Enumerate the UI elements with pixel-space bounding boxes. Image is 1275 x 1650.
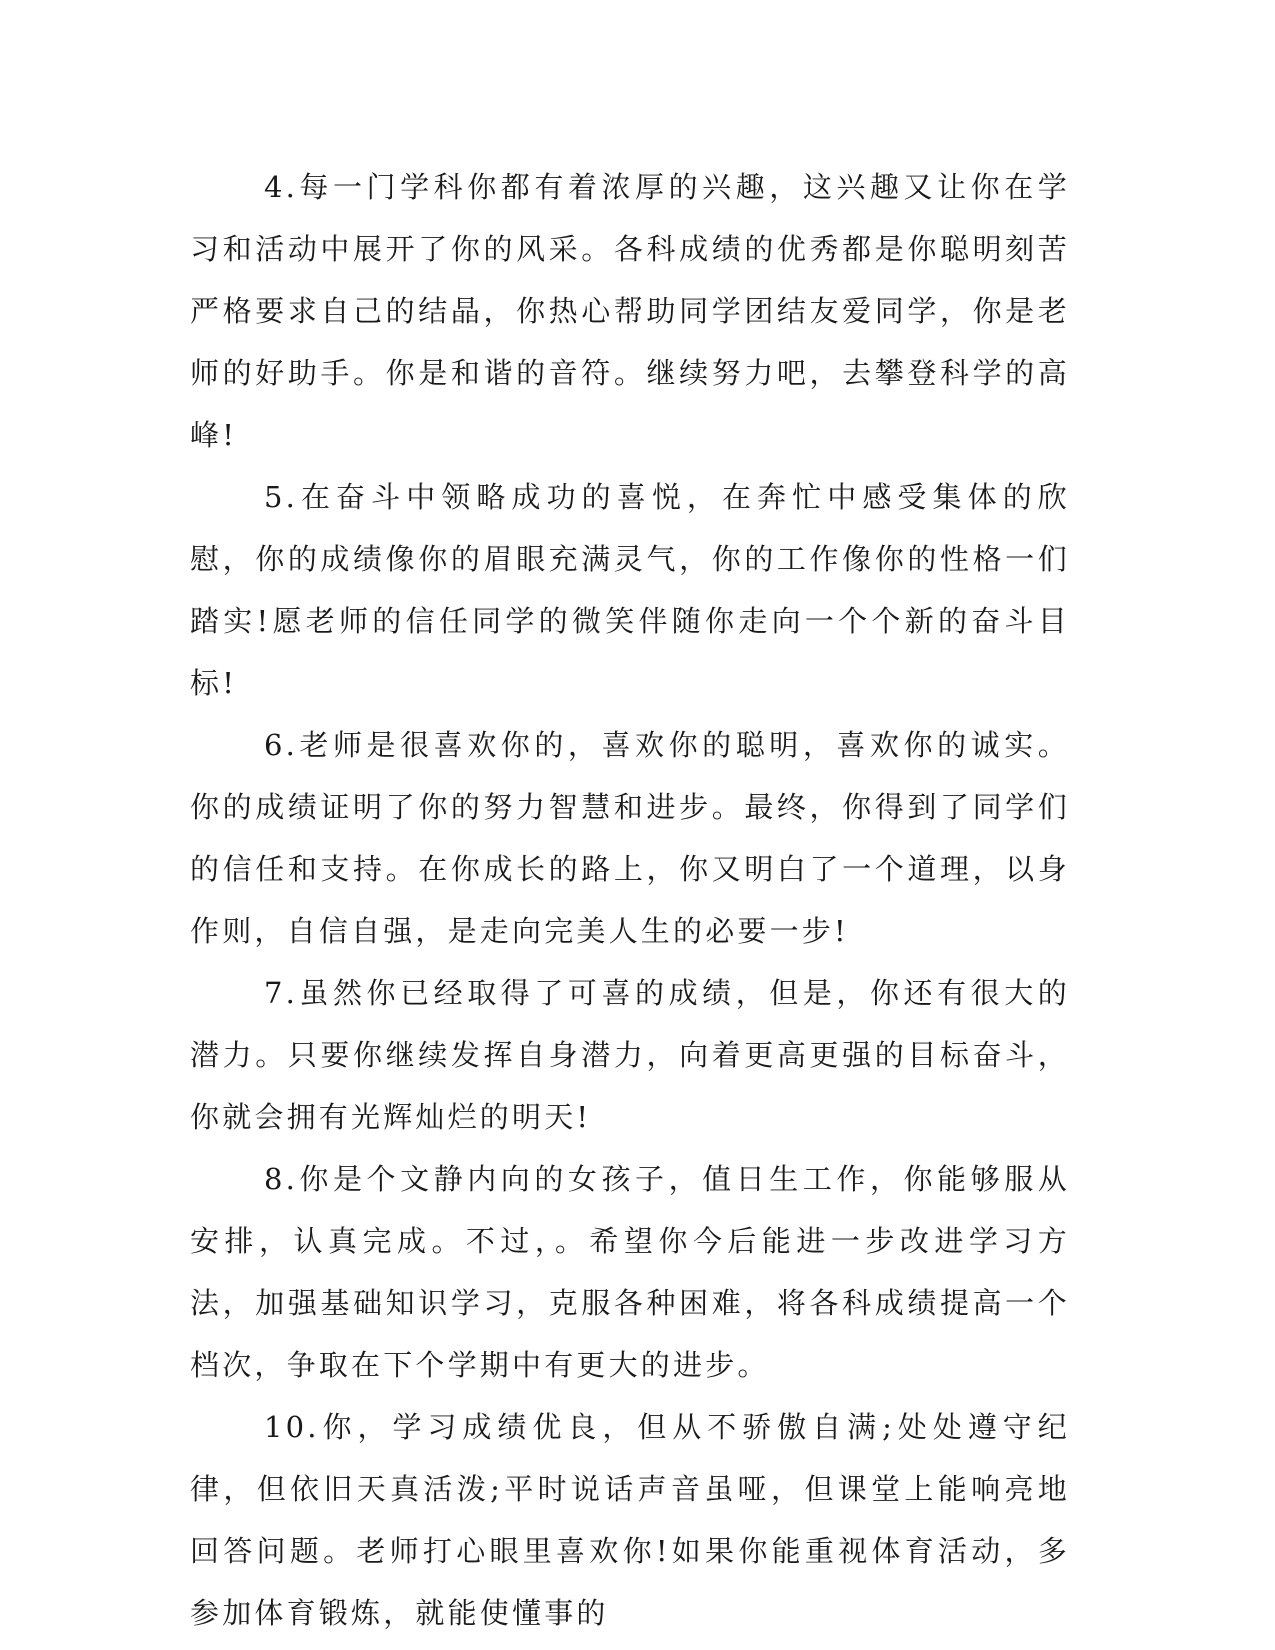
paragraph-comment-8: 8.你是个文静内向的女孩子，值日生工作，你能够服从安排，认真完成。不过，。希望你今后能进一步改进学习方法，加强基础知识学习，克服各种困难，将各科成绩提高一个档次，争取在下个学期中有更大的进步。 bbox=[190, 1162, 1070, 1382]
paragraph-comment-5: 5.在奋斗中领略成功的喜悦，在奔忙中感受集体的欣慰，你的成绩像你的眉眼充满灵气，你的工作像你的性格一们踏实!愿老师的信任同学的微笑伴随你走向一个个新的奋斗目标! bbox=[190, 480, 1070, 700]
paragraph-comment-7: 7.虽然你已经取得了可喜的成绩，但是，你还有很大的潜力。只要你继续发挥自身潜力，向着更高更强的目标奋斗，你就会拥有光辉灿烂的明天! bbox=[190, 976, 1070, 1134]
paragraph-comment-4: 4.每一门学科你都有着浓厚的兴趣，这兴趣又让你在学习和活动中展开了你的风采。各科成绩的优秀都是你聪明刻苦严格要求自己的结晶，你热心帮助同学团结友爱同学，你是老师的好助手。你是和谐的音符。继续努力吧，去攀登科学的高峰! bbox=[190, 170, 1070, 452]
paragraph-comment-6: 6.老师是很喜欢你的，喜欢你的聪明，喜欢你的诚实。你的成绩证明了你的努力智慧和进步。最终，你得到了同学们的信任和支持。在你成长的路上，你又明白了一个道理，以身作则，自信自强，是走向完美人生的必要一步! bbox=[190, 728, 1070, 948]
document-body bbox=[190, 156, 1070, 1644]
paragraph-comment-10: 10.你，学习成绩优良，但从不骄傲自满;处处遵守纪律，但依旧天真活泼;平时说话声音虽哑，但课堂上能响亮地回答问题。老师打心眼里喜欢你!如果你能重视体育活动，多参加体育锻炼，就能使懂事的 bbox=[190, 1410, 1070, 1630]
